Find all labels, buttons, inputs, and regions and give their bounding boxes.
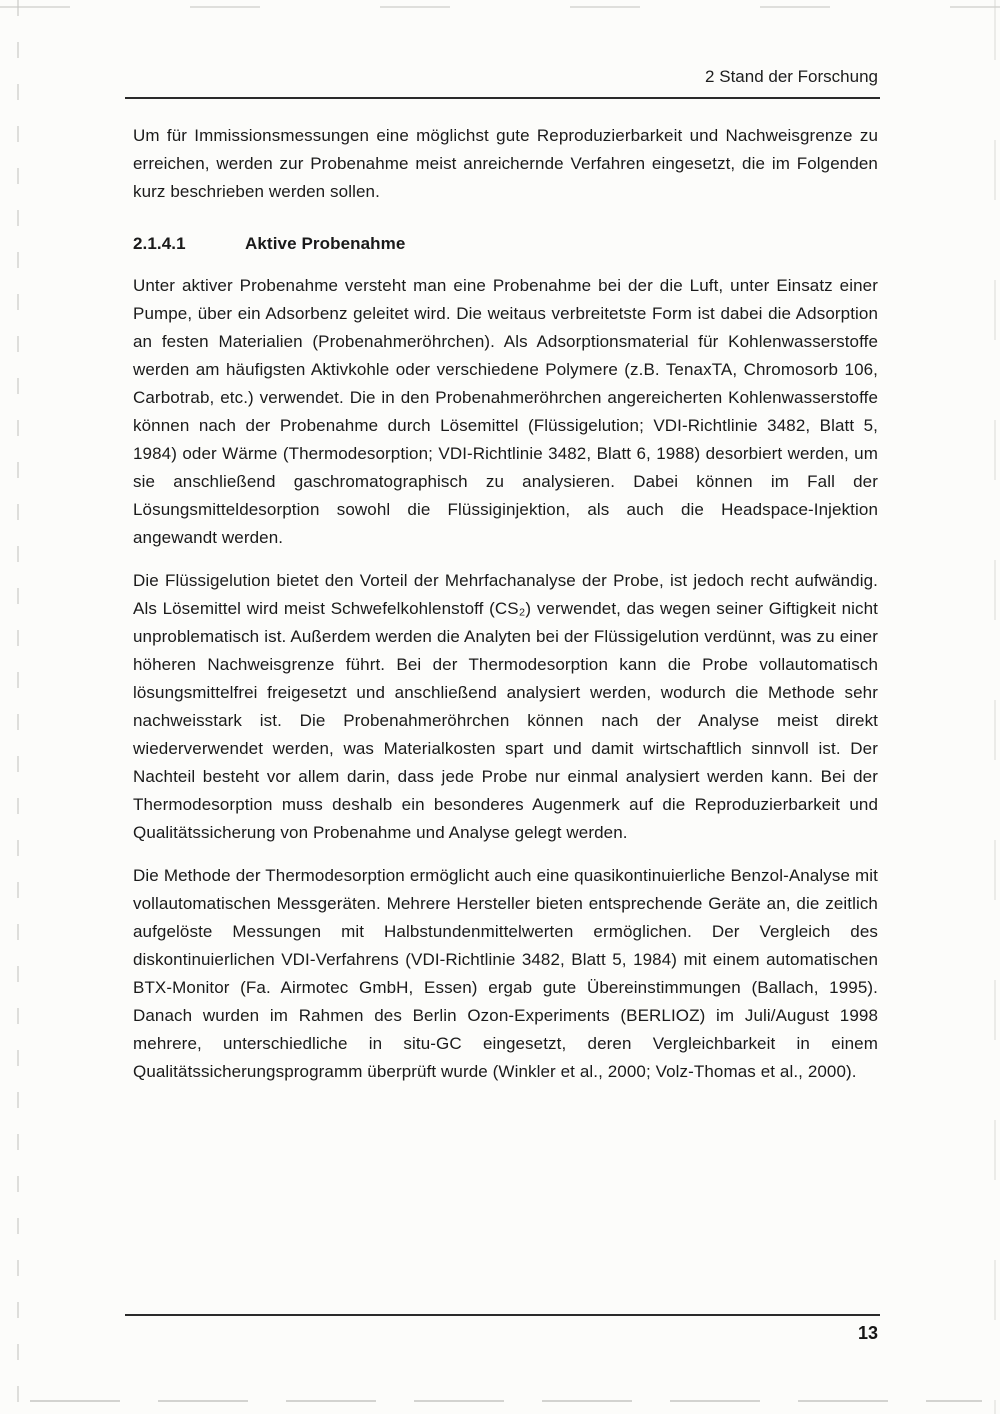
- page-number: 13: [857, 1323, 878, 1343]
- scan-artifact-right: [994, 0, 996, 1414]
- body-paragraph: Unter aktiver Probenahme versteht man eine Probenahme bei der die Luft, unter Einsatz einer Pumpe, über ein Adsorbenz geleitet wird. Die weitaus verbreitetste Form ist dabei die Adsorption an festen Materialien (Probenahmeröhrchen). Als Adsorptionsmaterial für Kohlenwasserstoffe werden am häufigsten Aktivkohle oder verschiedene Polymere (z.B. TenaxTA, Chromosorb 106, Carbotrab, etc.) verwendet. Die in den Probenahmeröhrchen angereicherten Kohlenwasserstoffe können nach der Probenahme durch Lösemittel (Flüssigelution; VDI-Richtlinie 3482, Blatt 5, 1984) oder Wärme (Thermodesorption; VDI-Richtlinie 3482, Blatt 6, 1988) desorbiert werden, um sie anschließend gaschromatographisch zu analysieren. Dabei können im Fall der Lösungsmitteldesorption sowohl die Flüssiginjektion, als auch die Headspace-Injektion angewandt werden.: [133, 276, 878, 547]
- footer-rule: [125, 1314, 880, 1316]
- running-header-title: 2 Stand der Forschung: [705, 67, 878, 86]
- section-number: 2.1.4.1: [133, 234, 186, 253]
- page-header: [125, 66, 880, 99]
- page-body: [133, 122, 878, 1101]
- body-paragraph: Die Methode der Thermodesorption ermöglicht auch eine quasikontinuierliche Benzol-Analyse mit vollautomatischen Messgeräten. Mehrere Hersteller bieten entsprechende Geräte an, die zeitlich aufgelöste Messungen mit Halbstundenmittelwerten ermöglichen. Der Vergleich des diskontinuierlichen VDI-Verfahrens (VDI-Richtlinie 3482, Blatt 5, 1984) mit einem automatischen BTX-Monitor (Fa. Airmotec GmbH, Essen) ergab gute Übereinstimmungen (Ballach, 1995). Danach wurden im Rahmen des Berlin Ozon-Experiments (BERLIOZ) im Juli/August 1998 mehrere, unterschiedliche in situ-GC eingesetzt, deren Vergleichbarkeit in einem Qualitätssicherungsprogramm überprüft wurde (Winkler et al., 2000; Volz-Thomas et al., 2000).: [133, 866, 878, 1081]
- header-rule: [125, 97, 880, 99]
- page-footer: [125, 1314, 880, 1344]
- section-title: Aktive Probenahme: [245, 234, 406, 253]
- scan-artifact-top: [0, 6, 1000, 8]
- body-paragraph: Die Flüssigelution bietet den Vorteil der Mehrfachanalyse der Probe, ist jedoch recht aufwändig. Als Lösemittel wird meist Schwefelkohlenstoff (CS₂) verwendet, das wegen seiner Giftigkeit nicht unproblematisch ist. Außerdem werden die Analyten bei der Flüssigelution verdünnt, was zu einer höheren Nachweisgrenze führt. Bei der Thermodesorption kann die Probe vollautomatisch lösungsmittelfrei freigesetzt und anschließend analysiert werden, wodurch die Methode sehr nachweisstark ist. Die Probenahmeröhrchen können nach der Analyse meist direkt wiederverwendet werden, was Materialkosten spart und damit wirtschaftlich sinnvoll ist. Der Nachteil besteht vor allem darin, dass jede Probe nur einmal analysiert werden kann. Bei der Thermodesorption muss deshalb ein besonderes Augenmerk auf die Reproduzierbarkeit und Qualitätssicherung von Probenahme und Analyse gelegt werden.: [133, 571, 878, 842]
- intro-paragraph: Um für Immissionsmessungen eine möglichst gute Reproduzierbarkeit und Nachweisgrenze zu erreichen, werden zur Probenahme meist anreichernde Verfahren eingesetzt, die im Folgenden kurz beschrieben werden sollen.: [133, 126, 878, 201]
- scan-artifact-left: [17, 0, 19, 1414]
- scan-artifact-bottom: [30, 1400, 982, 1402]
- section-heading: [133, 230, 878, 258]
